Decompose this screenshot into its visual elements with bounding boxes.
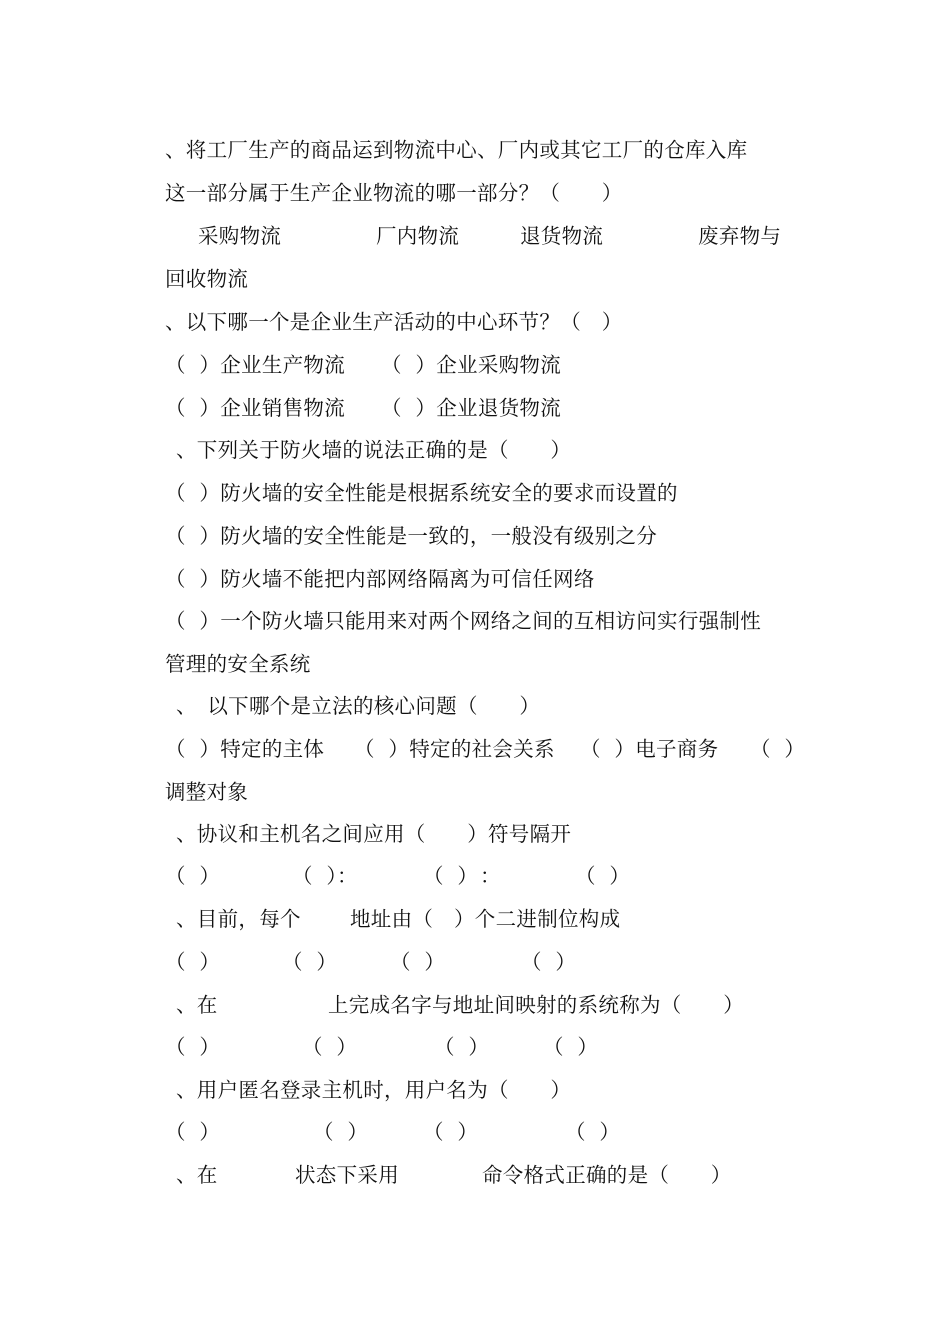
option-text: （ ）特定的主体 (165, 737, 325, 761)
option-text: 采购物流 (198, 224, 282, 248)
option-text: （ ） (313, 1120, 369, 1144)
question-5-text: 、协议和主机名之间应用（ ）符号隔开 (176, 822, 572, 846)
option-text-cont: 回收物流 (165, 267, 249, 291)
question-9-text-cont: 状态下采用 (295, 1163, 399, 1187)
option-text: （ ） (543, 1035, 599, 1059)
question-6-text-cont: 地址由（ ）个二进制位构成 (350, 907, 621, 931)
option-text: （ ） (434, 1035, 490, 1059)
option-text: （ ）： (292, 864, 358, 888)
option-text: （ ） (165, 950, 221, 974)
option-text: （ ） (575, 864, 631, 888)
question-6-text: 、目前，每个 (176, 907, 301, 931)
option-text: （ ）一个防火墙只能用来对两个网络之间的互相访问实行强制性 (165, 609, 762, 633)
option-text: （ ） (750, 737, 806, 761)
option-text: （ ）特定的社会关系 (354, 737, 555, 761)
option-text: （ ） (565, 1120, 621, 1144)
option-text: （ ）防火墙的安全性能是一致的，一般没有级别之分 (165, 524, 658, 548)
option-text-cont: 管理的安全系统 (165, 652, 311, 676)
question-7-text-cont: 上完成名字与地址间映射的系统称为（ ） (328, 993, 744, 1017)
question-7-text: 、在 (176, 993, 218, 1017)
question-1-text: 、将工厂生产的商品运到物流中心、厂内或其它工厂的仓库入库 (165, 138, 748, 162)
question-2-text: 、以下哪一个是企业生产活动的中心环节？（ ） (165, 310, 623, 334)
option-text: （ ）企业采购物流 (381, 353, 562, 377)
question-9-text: 、在 (176, 1163, 218, 1187)
option-text: （ ） (390, 950, 446, 974)
option-text: （ ）防火墙不能把内部网络隔离为可信任网络 (165, 567, 595, 591)
option-text: （ ） (165, 864, 221, 888)
question-3-text: 、下列关于防火墙的说法正确的是（ ） (176, 438, 572, 462)
option-text: 厂内物流 (376, 224, 460, 248)
option-text: （ ） (282, 950, 338, 974)
question-4-text: 、 以下哪个是立法的核心问题（ ） (176, 694, 541, 718)
option-text-cont: 调整对象 (165, 780, 249, 804)
option-text: （ ） (423, 1120, 479, 1144)
option-text: （ ） (423, 864, 479, 888)
option-text: （ ）电子商务 (580, 737, 719, 761)
option-text: （ ）企业销售物流 (165, 396, 346, 420)
option-text: ： (480, 864, 501, 888)
option-text: （ ）企业退货物流 (381, 396, 562, 420)
question-8-text: 、用户匿名登录主机时，用户名为（ ） (176, 1078, 572, 1102)
option-text: （ ） (165, 1035, 221, 1059)
question-1-text-cont: 这一部分属于生产企业物流的哪一部分？（ ） (165, 181, 623, 205)
option-text: （ ） (521, 950, 577, 974)
option-text: （ ）防火墙的安全性能是根据系统安全的要求而设置的 (165, 481, 678, 505)
option-text: （ ） (165, 1120, 221, 1144)
option-text: （ ）企业生产物流 (165, 353, 346, 377)
option-text: （ ） (302, 1035, 358, 1059)
question-9-text-cont: 命令格式正确的是（ ） (482, 1163, 732, 1187)
option-text: 废弃物与 (698, 224, 782, 248)
option-text: 退货物流 (520, 224, 604, 248)
